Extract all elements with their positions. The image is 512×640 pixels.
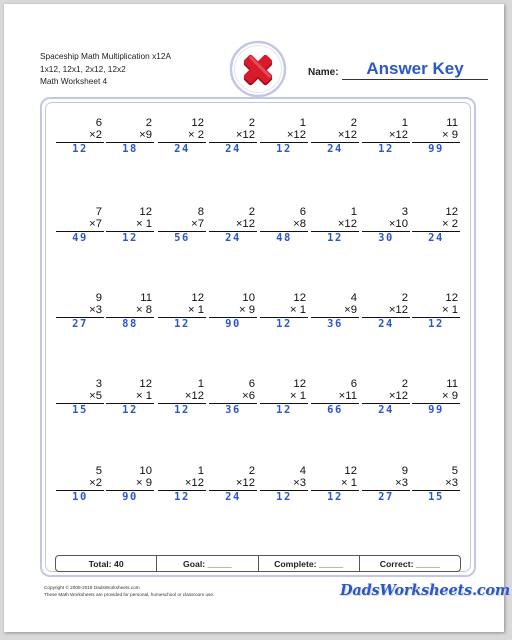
multiplier: ×9 [139, 129, 152, 141]
problem-item [209, 117, 257, 156]
multiplier: ×6 [242, 390, 255, 402]
problem-item [412, 292, 460, 331]
problem-item [362, 465, 410, 504]
problem-item [106, 206, 154, 245]
problem-item [106, 117, 154, 156]
worksheet-page [4, 4, 511, 632]
answer-value: 12 [122, 404, 138, 416]
complete-cell: Complete: _____ [259, 556, 360, 571]
answer-value: 12 [72, 143, 88, 155]
answer-key-title: Answer Key [342, 59, 488, 80]
multiplier: ×12 [184, 477, 204, 489]
problem-item [158, 465, 206, 504]
answer-value: 36 [327, 318, 343, 330]
problem-item [362, 292, 410, 331]
problem-item [56, 465, 104, 504]
multiplicand: 11 [446, 117, 458, 129]
problem-item [412, 117, 460, 156]
answer-value: 12 [276, 143, 292, 155]
problem-item [209, 465, 257, 504]
problem-item [412, 465, 460, 504]
multiplicand: 6 [350, 378, 357, 390]
problem-item [311, 117, 359, 156]
multiplier: ×2 [89, 129, 102, 141]
multiplier: ×9 [344, 304, 357, 316]
multiplicand: 12 [445, 292, 458, 304]
multiplier: × 1 [441, 304, 458, 316]
usage-line: These Math Worksheets are provided for personal, homeschool or classroom use. [44, 591, 215, 597]
problem-item [56, 117, 104, 156]
multiplicand: 12 [139, 378, 152, 390]
answer-value: 24 [225, 491, 241, 503]
multiplicand: 2 [401, 378, 408, 390]
problem-item [311, 465, 359, 504]
multiplier: ×7 [191, 218, 204, 230]
problem-item [412, 378, 460, 417]
multiplier: × 9 [238, 304, 255, 316]
copyright-line: Copyright © 2008-2018 DadsWorksheets.com [44, 585, 140, 590]
problems-frame [40, 97, 476, 577]
multiplicand: 10 [139, 465, 152, 477]
answer-value: 99 [428, 404, 444, 416]
multiplier: × 1 [135, 390, 152, 402]
problem-item [158, 292, 206, 331]
total-cell: Total: 40 [56, 556, 157, 571]
problem-item [158, 117, 206, 156]
problem-item [311, 378, 359, 417]
problem-item [362, 117, 410, 156]
answer-value: 24 [378, 318, 394, 330]
multiplicand: 2 [248, 117, 255, 129]
answer-value: 24 [225, 232, 241, 244]
multiplier: × 9 [441, 129, 458, 141]
multiplier: × 1 [187, 304, 204, 316]
multiplier: × 1 [289, 390, 306, 402]
multiplier: ×7 [89, 218, 102, 230]
multiplicand: 12 [191, 292, 204, 304]
worksheet-number: Math Worksheet 4 [40, 76, 108, 86]
multiplicand: 5 [451, 465, 458, 477]
answer-value: 90 [122, 491, 138, 503]
multiplier: ×3 [395, 477, 408, 489]
multiplier: ×3 [445, 477, 458, 489]
multiplier: × 1 [135, 218, 152, 230]
score-bar [55, 555, 461, 572]
answer-value: 48 [276, 232, 292, 244]
correct-cell: Correct: _____ [379, 558, 441, 569]
multiplier: ×12 [337, 129, 357, 141]
multiplier: ×11 [338, 390, 357, 402]
multiplier: × 9 [135, 477, 152, 489]
problem-item [56, 292, 104, 331]
multiplier: × 2 [441, 218, 458, 230]
problem-item [106, 465, 154, 504]
answer-value: 24 [378, 404, 394, 416]
multiplicand: 2 [401, 292, 408, 304]
multiplicand: 3 [401, 206, 408, 218]
problem-item [158, 206, 206, 245]
answer-value: 30 [378, 232, 394, 244]
answer-value: 12 [327, 491, 343, 503]
problem-item [311, 292, 359, 331]
multiplicand: 11 [446, 378, 458, 390]
worksheet-header [40, 50, 171, 88]
multiplier: × 1 [340, 477, 357, 489]
red-x-badge-icon [229, 40, 287, 98]
multiplicand: 1 [350, 206, 357, 218]
multiplicand: 2 [350, 117, 357, 129]
answer-value: 27 [72, 318, 88, 330]
multiplier: ×3 [293, 477, 306, 489]
multiplicand: 3 [95, 378, 102, 390]
multiplier: × 8 [135, 304, 152, 316]
answer-value: 24 [327, 143, 343, 155]
multiplicand: 4 [350, 292, 357, 304]
answer-value: 12 [327, 232, 343, 244]
problem-item [260, 465, 308, 504]
multiplicand: 8 [197, 206, 204, 218]
multiplicand: 1 [401, 117, 408, 129]
name-field [308, 59, 488, 81]
multiplier: ×3 [89, 304, 102, 316]
multiplier: ×10 [388, 218, 408, 230]
brand-logo: DadsWorksheets.com [340, 582, 511, 599]
multiplicand: 12 [139, 206, 152, 218]
answer-value: 99 [428, 143, 444, 155]
multiplicand: 12 [344, 465, 357, 477]
multiplier: ×12 [184, 390, 204, 402]
answer-value: 49 [72, 232, 88, 244]
answer-value: 12 [378, 143, 394, 155]
problem-item [56, 378, 104, 417]
multiplicand: 1 [299, 117, 306, 129]
multiplicand: 9 [401, 465, 408, 477]
multiplier: ×12 [235, 477, 255, 489]
answer-value: 66 [327, 404, 343, 416]
answer-value: 12 [174, 404, 190, 416]
multiplier: ×8 [293, 218, 306, 230]
multiplicand: 2 [248, 206, 255, 218]
problem-item [158, 378, 206, 417]
answer-value: 36 [225, 404, 241, 416]
answer-value: 15 [72, 404, 88, 416]
answer-value: 12 [276, 491, 292, 503]
multiplicand: 2 [145, 117, 152, 129]
answer-value: 12 [276, 404, 292, 416]
problem-item [106, 378, 154, 417]
problem-item [106, 292, 154, 331]
multiplier: × 2 [187, 129, 204, 141]
problem-item [311, 206, 359, 245]
multiplicand: 6 [95, 117, 102, 129]
problem-item [56, 206, 104, 245]
problem-item [209, 378, 257, 417]
answer-value: 12 [428, 318, 444, 330]
worksheet-subtitle: 1x12, 12x1, 2x12, 12x2 [40, 63, 126, 74]
answer-value: 88 [122, 318, 138, 330]
answer-value: 15 [428, 491, 444, 503]
answer-value: 24 [174, 143, 190, 155]
multiplicand: 5 [95, 465, 102, 477]
name-label: Name: [308, 67, 339, 78]
answer-value: 24 [428, 232, 444, 244]
multiplicand: 10 [242, 292, 255, 304]
multiplier: × 9 [441, 390, 458, 402]
multiplicand: 12 [445, 206, 458, 218]
answer-value: 12 [174, 491, 190, 503]
answer-value: 18 [122, 143, 138, 155]
problem-item [362, 206, 410, 245]
problem-item [209, 292, 257, 331]
multiplier: ×5 [89, 390, 102, 402]
multiplicand: 9 [95, 292, 102, 304]
problem-item [412, 206, 460, 245]
multiplier: ×2 [89, 477, 102, 489]
goal-cell: Goal: _____ [157, 556, 258, 571]
answer-value: 12 [122, 232, 138, 244]
multiplier: ×12 [337, 218, 357, 230]
answer-value: 12 [174, 318, 190, 330]
multiplicand: 4 [299, 465, 306, 477]
multiplier: ×12 [286, 129, 306, 141]
answer-value: 90 [225, 318, 241, 330]
multiplier: ×12 [235, 129, 255, 141]
answer-value: 56 [174, 232, 190, 244]
multiplicand: 12 [293, 378, 306, 390]
multiplicand: 1 [197, 378, 204, 390]
problem-item [209, 206, 257, 245]
multiplicand: 2 [248, 465, 255, 477]
answer-value: 27 [378, 491, 394, 503]
answer-value: 10 [72, 491, 88, 503]
multiplicand: 7 [95, 206, 102, 218]
multiplicand: 1 [197, 465, 204, 477]
answer-value: 24 [225, 143, 241, 155]
problem-item [362, 378, 410, 417]
multiplicand: 6 [248, 378, 255, 390]
answer-value: 12 [276, 318, 292, 330]
problem-item [260, 292, 308, 331]
problem-item [260, 117, 308, 156]
multiplicand: 12 [293, 292, 306, 304]
multiplier: ×12 [235, 218, 255, 230]
multiplier: ×12 [388, 129, 408, 141]
multiplicand: 12 [191, 117, 204, 129]
problem-item [260, 206, 308, 245]
multiplicand: 11 [140, 292, 152, 304]
problem-item [260, 378, 308, 417]
multiplicand: 6 [299, 206, 306, 218]
multiplier: ×12 [388, 304, 408, 316]
multiplier: ×12 [388, 390, 408, 402]
copyright-notice [44, 585, 214, 598]
worksheet-title: Spaceship Math Multiplication x12A [40, 51, 171, 61]
multiplier: × 1 [289, 304, 306, 316]
